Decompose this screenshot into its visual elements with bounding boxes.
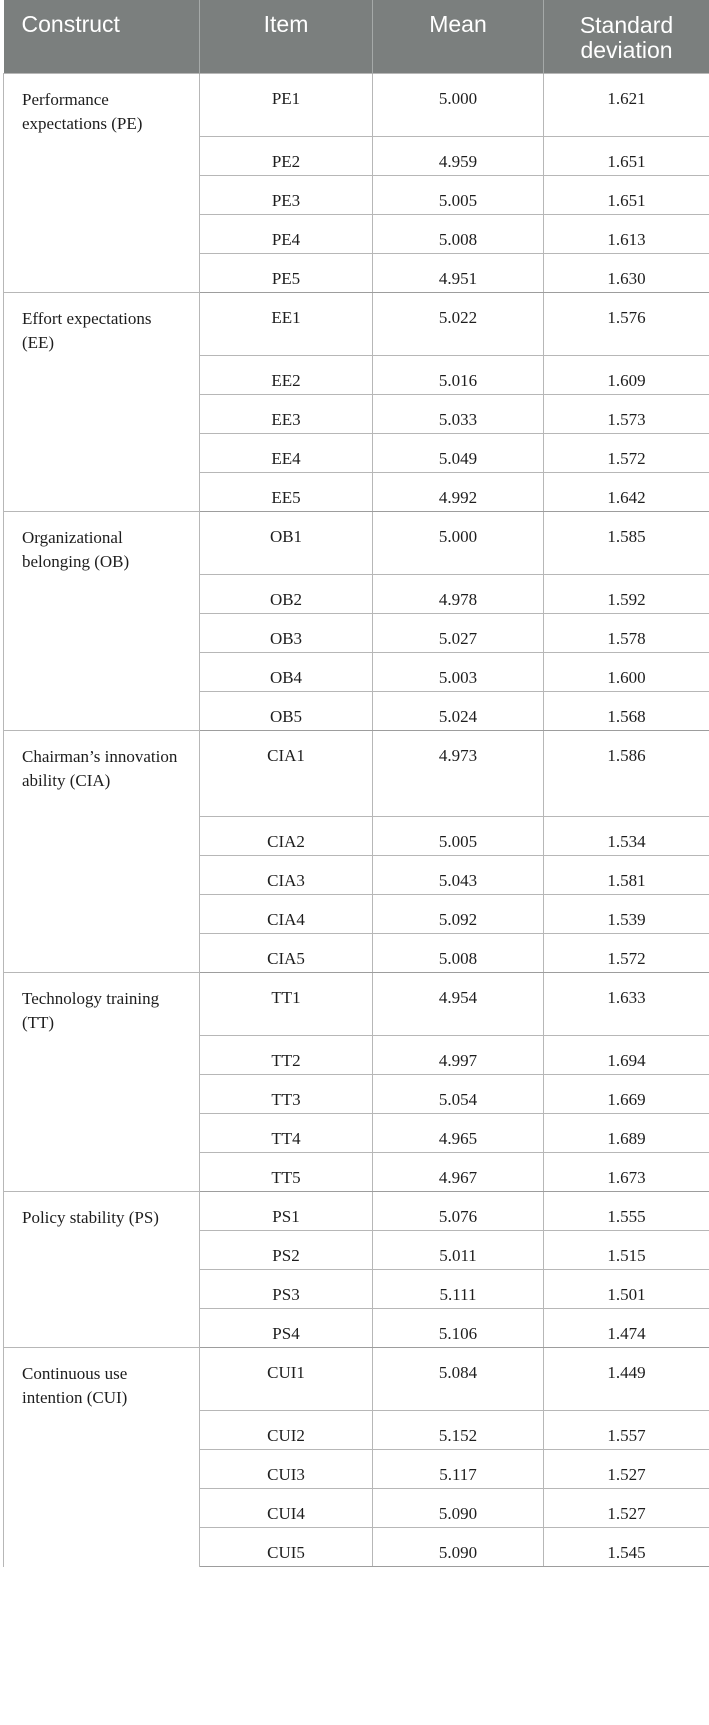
item-cell: OB5 [200, 692, 373, 731]
table-row [4, 973, 709, 1036]
mean-cell: 4.967 [373, 1153, 544, 1192]
table-container [3, 0, 709, 1567]
table-row [4, 1192, 709, 1231]
sd-cell: 1.609 [544, 356, 709, 395]
header-row [4, 0, 709, 74]
item-cell: TT4 [200, 1114, 373, 1153]
header-construct: Construct [4, 0, 200, 74]
item-cell: PE3 [200, 176, 373, 215]
mean-cell: 5.005 [373, 176, 544, 215]
sd-cell: 1.501 [544, 1270, 709, 1309]
construct-cell: Performance expectations (PE) [4, 74, 200, 293]
mean-cell: 5.016 [373, 356, 544, 395]
item-cell: CUI4 [200, 1489, 373, 1528]
item-cell: TT3 [200, 1075, 373, 1114]
item-cell: PE5 [200, 254, 373, 293]
sd-cell: 1.539 [544, 895, 709, 934]
mean-cell: 5.084 [373, 1348, 544, 1411]
mean-cell: 5.117 [373, 1450, 544, 1489]
sd-cell: 1.534 [544, 817, 709, 856]
sd-cell: 1.600 [544, 653, 709, 692]
mean-cell: 4.997 [373, 1036, 544, 1075]
sd-cell: 1.515 [544, 1231, 709, 1270]
sd-cell: 1.572 [544, 434, 709, 473]
mean-cell: 5.024 [373, 692, 544, 731]
sd-cell: 1.555 [544, 1192, 709, 1231]
item-cell: CIA3 [200, 856, 373, 895]
sd-cell: 1.689 [544, 1114, 709, 1153]
table-row [4, 293, 709, 356]
mean-cell: 4.951 [373, 254, 544, 293]
construct-cell: Continuous use intention (CUI) [4, 1348, 200, 1567]
mean-cell: 4.965 [373, 1114, 544, 1153]
sd-cell: 1.576 [544, 293, 709, 356]
sd-cell: 1.449 [544, 1348, 709, 1411]
item-cell: OB4 [200, 653, 373, 692]
sd-cell: 1.572 [544, 934, 709, 973]
table-header [4, 0, 709, 74]
sd-cell: 1.545 [544, 1528, 709, 1567]
mean-cell: 5.008 [373, 215, 544, 254]
mean-cell: 4.978 [373, 575, 544, 614]
item-cell: TT5 [200, 1153, 373, 1192]
mean-cell: 5.076 [373, 1192, 544, 1231]
construct-cell: Organizational belonging (OB) [4, 512, 200, 731]
item-cell: PS1 [200, 1192, 373, 1231]
sd-cell: 1.633 [544, 973, 709, 1036]
table-row [4, 1348, 709, 1411]
item-cell: CUI5 [200, 1528, 373, 1567]
sd-cell: 1.581 [544, 856, 709, 895]
sd-cell: 1.592 [544, 575, 709, 614]
item-cell: OB1 [200, 512, 373, 575]
sd-cell: 1.694 [544, 1036, 709, 1075]
sd-cell: 1.527 [544, 1489, 709, 1528]
item-cell: EE5 [200, 473, 373, 512]
mean-cell: 5.152 [373, 1411, 544, 1450]
item-cell: CIA4 [200, 895, 373, 934]
header-item: Item [200, 0, 373, 74]
item-cell: CIA2 [200, 817, 373, 856]
item-cell: PS2 [200, 1231, 373, 1270]
item-cell: TT2 [200, 1036, 373, 1075]
construct-cell: Chairman’s innovation ability (CIA) [4, 731, 200, 973]
sd-cell: 1.642 [544, 473, 709, 512]
item-cell: EE2 [200, 356, 373, 395]
sd-cell: 1.651 [544, 137, 709, 176]
mean-cell: 5.005 [373, 817, 544, 856]
sd-cell: 1.573 [544, 395, 709, 434]
mean-cell: 5.008 [373, 934, 544, 973]
item-cell: CUI2 [200, 1411, 373, 1450]
mean-cell: 5.054 [373, 1075, 544, 1114]
sd-cell: 1.527 [544, 1450, 709, 1489]
item-cell: EE1 [200, 293, 373, 356]
mean-cell: 5.049 [373, 434, 544, 473]
table-row [4, 74, 709, 137]
sd-cell: 1.613 [544, 215, 709, 254]
mean-cell: 5.000 [373, 74, 544, 137]
item-cell: CIA5 [200, 934, 373, 973]
item-cell: PE2 [200, 137, 373, 176]
construct-cell: Policy stability (PS) [4, 1192, 200, 1348]
sd-cell: 1.557 [544, 1411, 709, 1450]
item-cell: TT1 [200, 973, 373, 1036]
item-cell: CUI3 [200, 1450, 373, 1489]
mean-cell: 5.090 [373, 1528, 544, 1567]
mean-cell: 5.022 [373, 293, 544, 356]
mean-cell: 4.954 [373, 973, 544, 1036]
mean-cell: 4.973 [373, 731, 544, 817]
sd-cell: 1.578 [544, 614, 709, 653]
mean-cell: 5.003 [373, 653, 544, 692]
sd-cell: 1.474 [544, 1309, 709, 1348]
item-cell: CUI1 [200, 1348, 373, 1411]
item-cell: EE4 [200, 434, 373, 473]
header-mean: Mean [373, 0, 544, 74]
sd-cell: 1.651 [544, 176, 709, 215]
sd-cell: 1.586 [544, 731, 709, 817]
sd-cell: 1.568 [544, 692, 709, 731]
table-row [4, 731, 709, 817]
sd-cell: 1.585 [544, 512, 709, 575]
sd-cell: 1.630 [544, 254, 709, 293]
sd-cell: 1.673 [544, 1153, 709, 1192]
item-cell: OB2 [200, 575, 373, 614]
item-cell: PS4 [200, 1309, 373, 1348]
mean-cell: 5.000 [373, 512, 544, 575]
table-row [4, 512, 709, 575]
header-standard-deviation: Standard deviation [544, 0, 709, 74]
item-cell: PS3 [200, 1270, 373, 1309]
item-cell: CIA1 [200, 731, 373, 817]
item-cell: OB3 [200, 614, 373, 653]
item-cell: PE1 [200, 74, 373, 137]
mean-cell: 4.992 [373, 473, 544, 512]
mean-cell: 5.011 [373, 1231, 544, 1270]
construct-cell: Effort expectations (EE) [4, 293, 200, 512]
sd-cell: 1.621 [544, 74, 709, 137]
mean-cell: 5.092 [373, 895, 544, 934]
mean-cell: 5.033 [373, 395, 544, 434]
mean-cell: 4.959 [373, 137, 544, 176]
descriptive-statistics-table [3, 0, 709, 1567]
mean-cell: 5.043 [373, 856, 544, 895]
mean-cell: 5.106 [373, 1309, 544, 1348]
table-body [4, 74, 709, 1567]
construct-cell: Technology training (TT) [4, 973, 200, 1192]
sd-cell: 1.669 [544, 1075, 709, 1114]
mean-cell: 5.027 [373, 614, 544, 653]
mean-cell: 5.111 [373, 1270, 544, 1309]
item-cell: PE4 [200, 215, 373, 254]
item-cell: EE3 [200, 395, 373, 434]
mean-cell: 5.090 [373, 1489, 544, 1528]
